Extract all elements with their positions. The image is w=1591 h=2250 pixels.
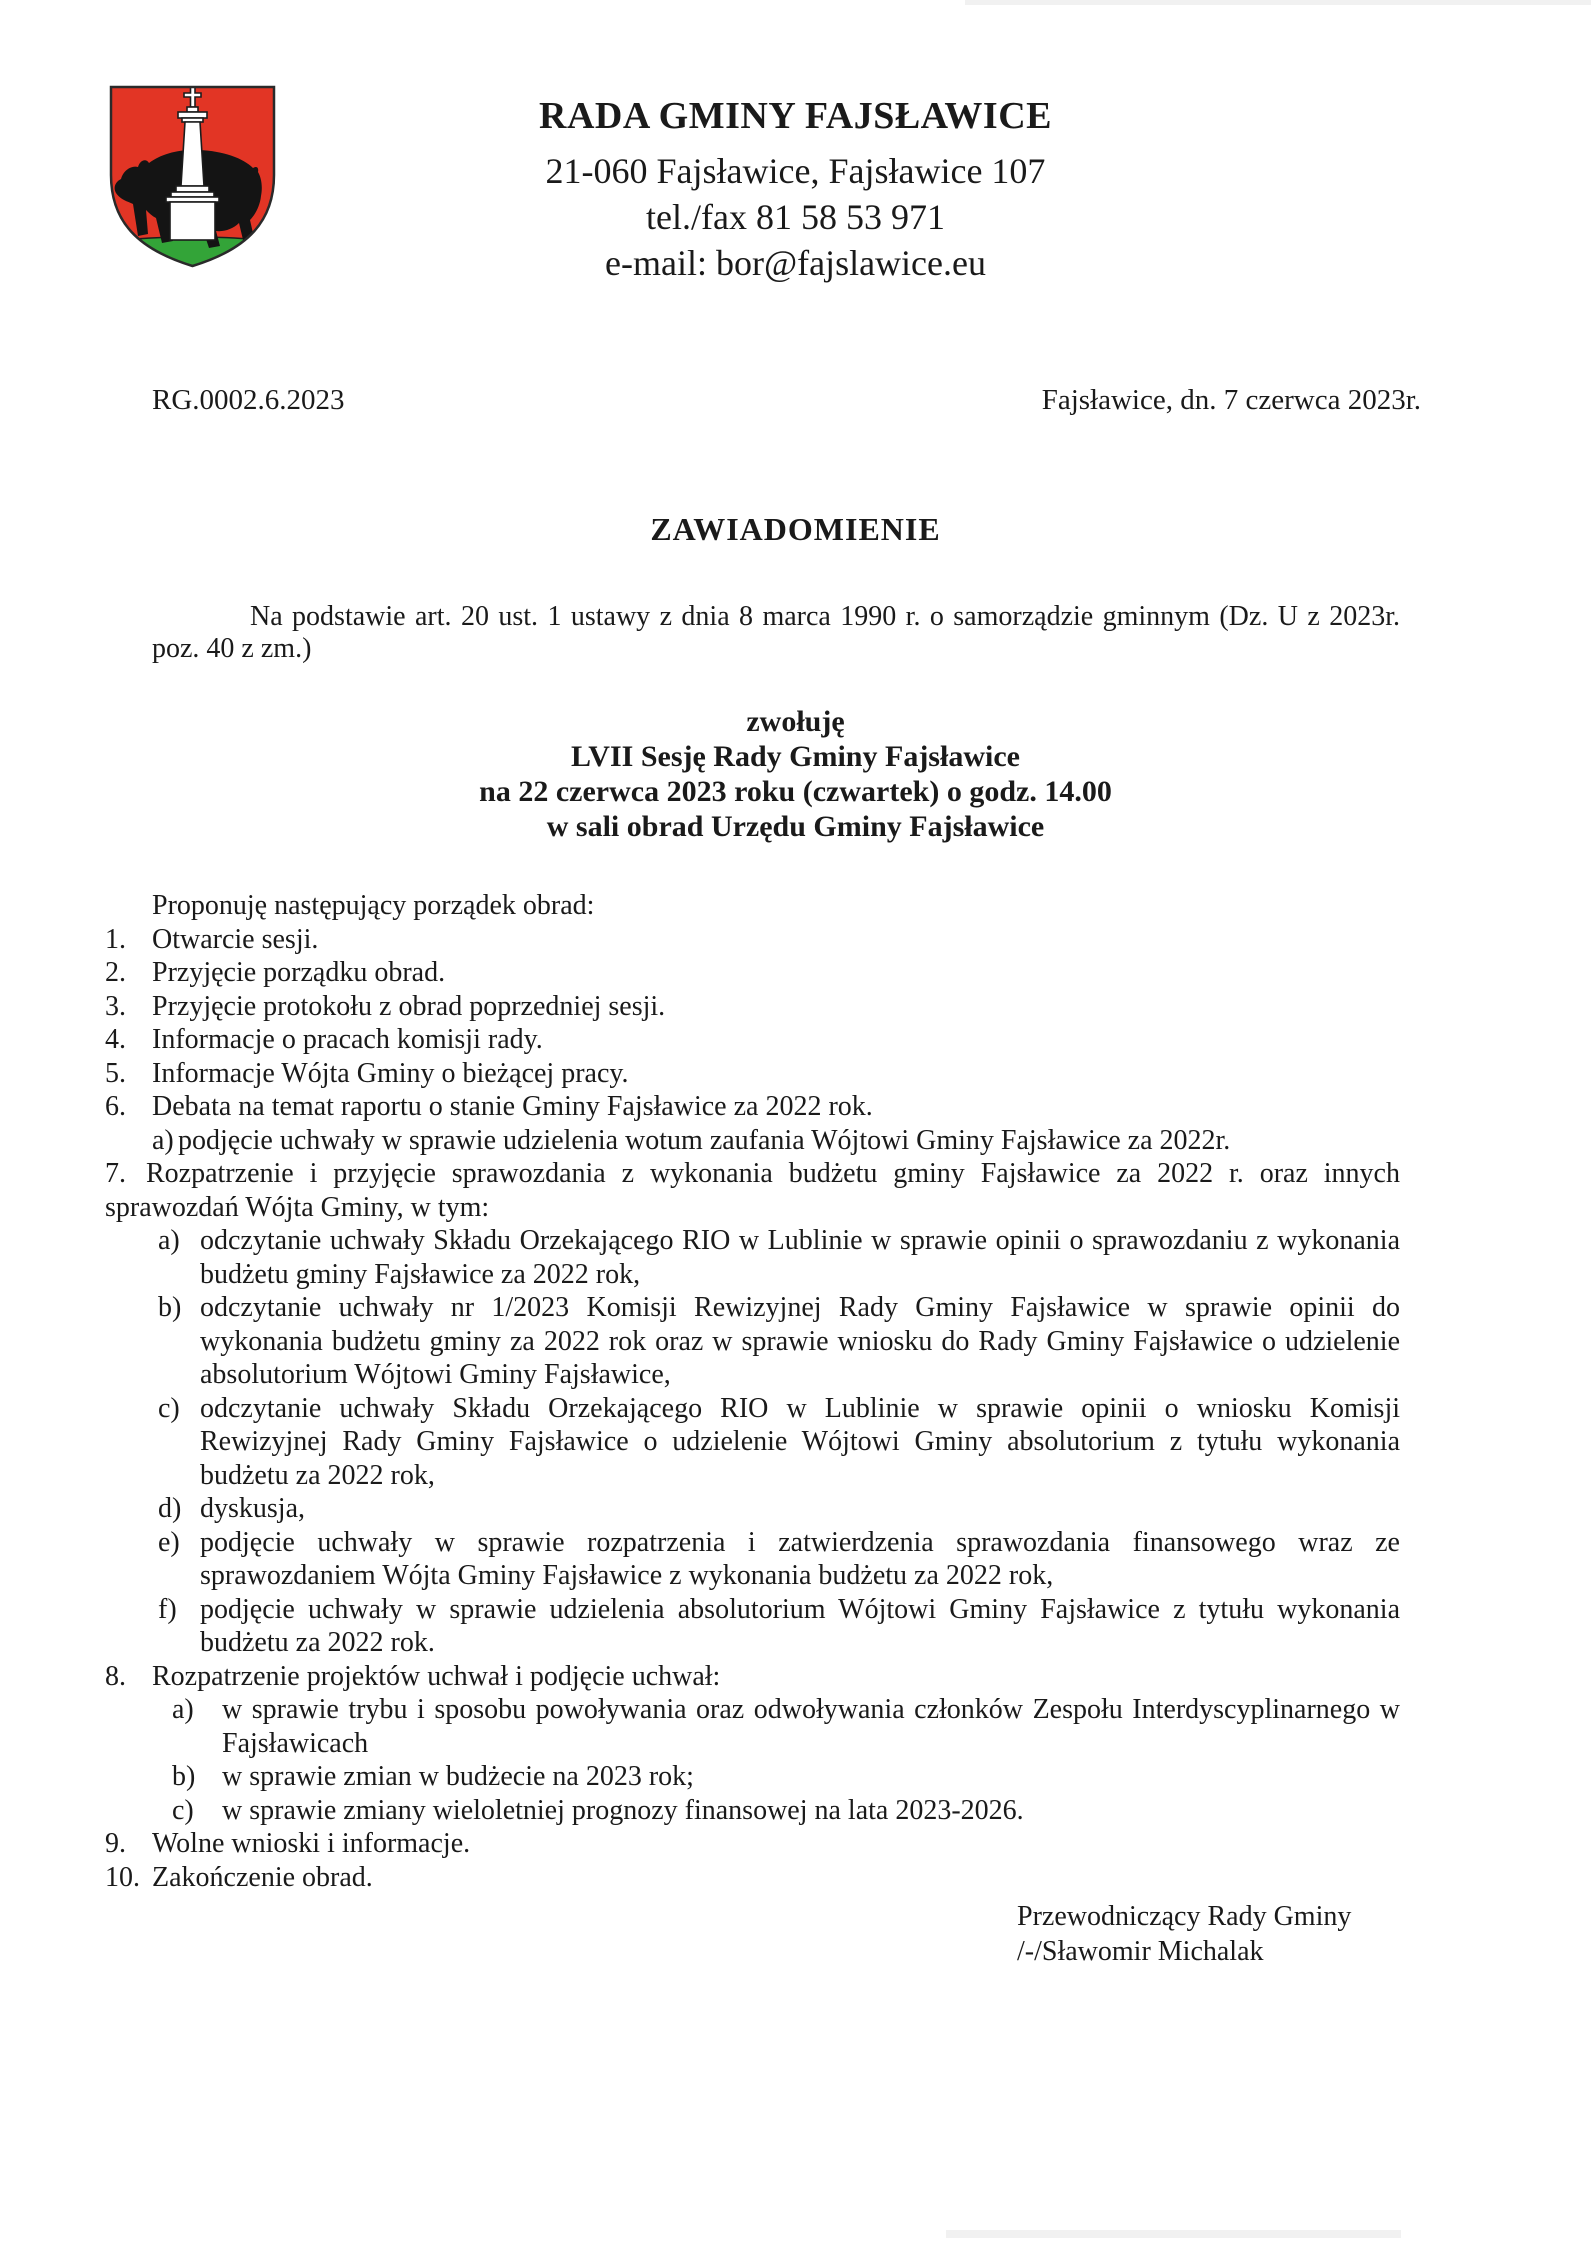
agenda-subitem [158,1593,1400,1660]
agenda-item-number: 10. [105,1861,140,1893]
agenda-item-text: Rozpatrzenie projektów uchwał i podjęcie uchwał: [152,1660,721,1692]
meta-row [152,384,1421,417]
document-title: ZAWIADOMIENIE [650,511,941,547]
agenda-item-number: 1. [105,923,126,955]
org-address: 21-060 Fajsławice, Fajsławice 107 [545,151,1046,191]
agenda-item-text: Zakończenie obrad. [152,1861,373,1893]
agenda-item-text: Rozpatrzenie i przyjęcie sprawozdania z wykonania budżetu gminy Fajsławice za 2022 r. oraz innych sprawozdań Wójta Gminy, w tym: [105,1158,1400,1223]
agenda-item-number: 7. [105,1158,126,1189]
agenda [105,889,1400,1894]
agenda-item [105,1660,1400,1694]
agenda-subitem-text: odczytanie uchwały Składu Orzekającego RIO w Lublinie w sprawie opinii o wniosku Komisji Rewizyjnej Rady Gminy Fajsławice o udzielenie Wójtowi Gminy absolutorium z tytułu wykonania budżetu za 2022 rok, [200,1392,1400,1491]
scan-artifact-top [965,0,1591,5]
agenda-subitem-text: podjęcie uchwały w sprawie rozpatrzenia i zatwierdzenia sprawozdania finansowego wraz ze sprawozdaniem Wójta Gminy Fajsławice z wykonania budżetu za 2022 rok, [200,1526,1400,1591]
summons-datetime: na 22 czerwca 2023 roku (czwartek) o godz. 14.00 [479,775,1112,808]
agenda-subitem-letter: c) [172,1794,194,1826]
agenda-subitem [172,1760,1400,1794]
agenda-subitem [158,1291,1400,1392]
agenda-subitem-letter: e) [158,1526,180,1558]
agenda-item-number: 6. [105,1091,126,1122]
agenda-item [105,1827,1400,1861]
agenda-item [105,1023,1400,1057]
agenda-item-text: Debata na temat raportu o stanie Gminy Fajsławice za 2022 rok. [152,1091,873,1122]
agenda-subitem-text: odczytanie uchwały nr 1/2023 Komisji Rewizyjnej Rady Gminy Fajsławice w sprawie opinii do wykonania budżetu gminy za 2022 rok oraz w sprawie wniosku do Rady Gminy Fajsławice o udzielenie absolutorium Wójtowi Gminy Fajsławice, [200,1292,1400,1390]
agenda-item-text: Otwarcie sesji. [152,923,319,955]
agenda-subitem-text: dyskusja, [200,1493,305,1524]
agenda-subitem-text: podjęcie uchwały w sprawie udzielenia wotum zaufania Wójtowi Gminy Fajsławice za 2022r. [178,1124,1231,1156]
agenda-subitem-letter: c) [158,1392,180,1424]
signature-role: Przewodniczący Rady Gminy [1017,1901,1352,1932]
summons-session-title: LVII Sesję Rady Gminy Fajsławice [571,740,1020,773]
agenda-item-number: 4. [105,1024,126,1055]
agenda-item-text: Przyjęcie porządku obrad. [152,957,446,988]
agenda-subitem-text: w sprawie zmiany wieloletniej prognozy finansowej na lata 2023-2026. [222,1794,1024,1826]
agenda-subitem [158,1492,1400,1526]
agenda-subitem [158,1224,1400,1291]
org-name: RADA GMINY FAJSŁAWICE [539,95,1052,137]
scan-artifact-bottom [946,2230,1401,2238]
agenda-item-text: Przyjęcie protokołu z obrad poprzedniej sesji. [152,990,666,1022]
agenda-subitem-text: podjęcie uchwały w sprawie udzielenia absolutorium Wójtowi Gminy Fajsławice z tytułu wykonania budżetu za 2022 rok. [200,1593,1400,1658]
agenda-subitem-text: odczytanie uchwały Składu Orzekającego RIO w Lublinie w sprawie opinii o sprawozdaniu z wykonania budżetu gminy Fajsławice za 2022 rok, [200,1225,1400,1290]
agenda-item [105,956,1400,990]
agenda-item [105,1090,1400,1124]
agenda-subitem-letter: a) [158,1225,180,1256]
summons-verb: zwołuję [746,705,845,738]
agenda-item [105,1057,1400,1091]
agenda-item [105,923,1400,957]
agenda-item-number: 8. [105,1660,126,1692]
agenda-intro: Proponuję następujący porządek obrad: [152,890,595,921]
agenda-subitem [172,1794,1400,1828]
org-phone: tel./fax 81 58 53 971 [646,197,945,237]
agenda-item [105,1157,1400,1224]
agenda-subitem-letter: b) [158,1292,182,1323]
agenda-subitem [158,1526,1400,1593]
agenda-item-text: Wolne wnioski i informacje. [152,1828,471,1859]
summons-venue: w sali obrad Urzędu Gminy Fajsławice [546,810,1045,843]
agenda-item-number: 3. [105,990,126,1022]
agenda-item-number: 9. [105,1828,126,1859]
agenda-subitem-letter: a) [152,1124,174,1156]
agenda-subitem [158,1392,1400,1493]
agenda-subitem-letter: f) [158,1593,177,1625]
org-email: e-mail: bor@fajslawice.eu [605,243,986,283]
reference-number: RG.0002.6.2023 [152,384,345,416]
agenda-item-text: Informacje Wójta Gminy o bieżącej pracy. [152,1057,629,1089]
signature-name: /-/Sławomir Michalak [1017,1936,1264,1967]
agenda-item [105,1861,1400,1895]
agenda-item-number: 5. [105,1057,126,1089]
letterhead [0,94,1591,286]
agenda-item-text: Informacje o pracach komisji rady. [152,1024,543,1055]
agenda-item [105,990,1400,1024]
agenda-subitem [152,1124,1400,1158]
signature-block [1017,1899,1351,1969]
agenda-list [105,923,1400,1895]
agenda-subitem-text: w sprawie trybu i sposobu powoływania oraz odwoływania członków Zespołu Interdyscyplinarnego w Fajsławicach [222,1694,1400,1759]
agenda-subitem-letter: d) [158,1493,182,1524]
legal-basis-paragraph: Na podstawie art. 20 ust. 1 ustawy z dnia 8 marca 1990 r. o samorządzie gminnym (Dz. U z 2023r. poz. 40 z zm.) [152,601,1400,664]
agenda-subitem-text: w sprawie zmian w budżecie na 2023 rok; [222,1761,694,1792]
agenda-item-number: 2. [105,957,126,988]
place-and-date: Fajsławice, dn. 7 czerwca 2023r. [1041,384,1421,416]
agenda-subitem [172,1693,1400,1760]
agenda-subitem-letter: b) [172,1761,196,1792]
summons-block [0,704,1591,844]
agenda-subitem-letter: a) [172,1694,194,1725]
